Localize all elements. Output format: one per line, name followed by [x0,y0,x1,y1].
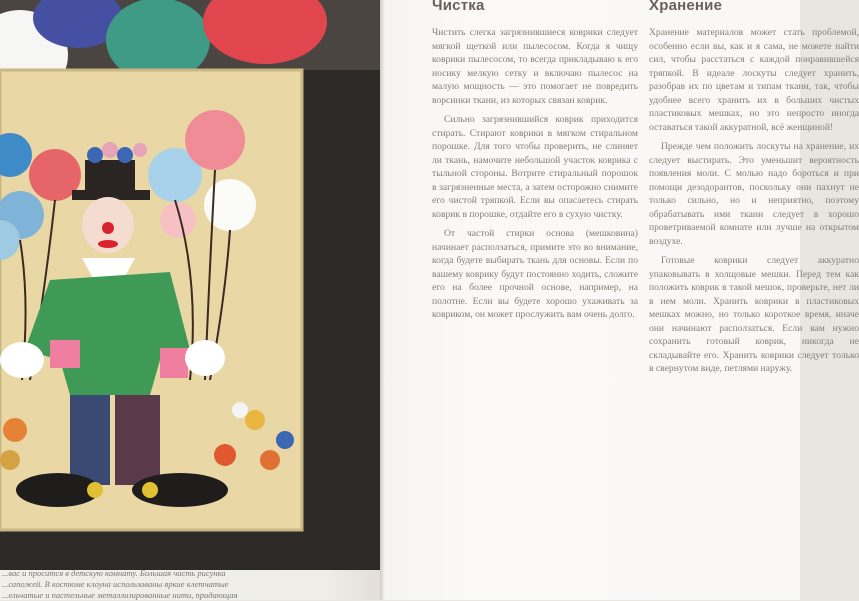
rug-photo [0,0,380,570]
storage-text [649,26,859,406]
section-title-storage: Хранение [649,0,723,14]
cleaning-paragraph: От частой стирки основа (мешковина) начинает расползаться, примите это во внимание, когда будете выбирать ткань для основы. Если по вашему коврику будут постоянно ходить, сложите его на более прочной основе, например, на полотне. Если вы будете хорошо ухаживать за ковриком, он может прослужить вам очень долго. [432,228,638,320]
section-title-cleaning: Чистка [432,0,485,14]
cleaning-paragraph: Чистить слегка загрязнившиеся коврики следует мягкой щеткой или пылесосом. Когда я чищу коврики пылесосом, то всегда прикладываю к его носику мелкую сетку и включаю пылесос на малую мощность — это помогает не повредить ворсинки ткани, из которых связан коврик. [432,27,638,106]
right-page [386,0,859,600]
cleaning-paragraph: Сильно загрязнившийся коврик приходится стирать. Стирают коврики в мягком стиральном порошке. Для того чтобы проверить, не слиняет ли ткань, намочите небольшой участок коврика с тыльной стороны. Вотрите стиральный порошок в загрязненные места, а затем осторожно снимите его чистой тряпкой. Если вы опасаетесь стирать коврик в порошке, отдайте его в сухую чистку. [432,114,638,220]
storage-paragraph: Хранение материалов может стать проблемой, особенно если вы, как и я сама, не можете найти сил, чтобы расстаться с каждой понравившейся тряпкой. В идеале лоскуты следует хранить, разобрав их по цветам и типам ткани, так, чтобы удобнее всего хранить их в больших чистых пластиковых мешках, но это непросто иногда оставаться такой аккуратной, всё женщиной! [649,27,859,133]
storage-paragraph: Готовые коврики следует аккуратно упаковывать в холщовые мешки. Перед тем как положить коврик в такой мешок, проверьте, нет ли в нем моли. Хранить коврики в пластиковых мешках можно, но только короткое время, иначе они начинают расползаться. Если вам нужно сохранить готовый коврик, никогда не складывайте его. Хранить коврики следует только в свернутом виде, петлями наружу. [649,255,859,374]
cleaning-text [432,26,638,328]
left-page [0,0,383,600]
photo-caption: ...вас и просится в детскую комнату. Большая часть рисунка ...сапожей. В костюме клоуна использованы яркие клетчатые ...ельчатые и пастельные металлизированные нити, придающая [2,568,238,600]
storage-paragraph: Прежде чем положить лоскуты на хранение, их следует выстирать. Это уменьшит вероятность появления моли. С молью надо бороться и при помощи дезодорантов, поскольку они пахнут не только сильно, но и неприятно, поэтому обрабатывать ими ткани следует в хорошо проветриваемой комнате или лучше на открытом воздухе. [649,141,859,247]
